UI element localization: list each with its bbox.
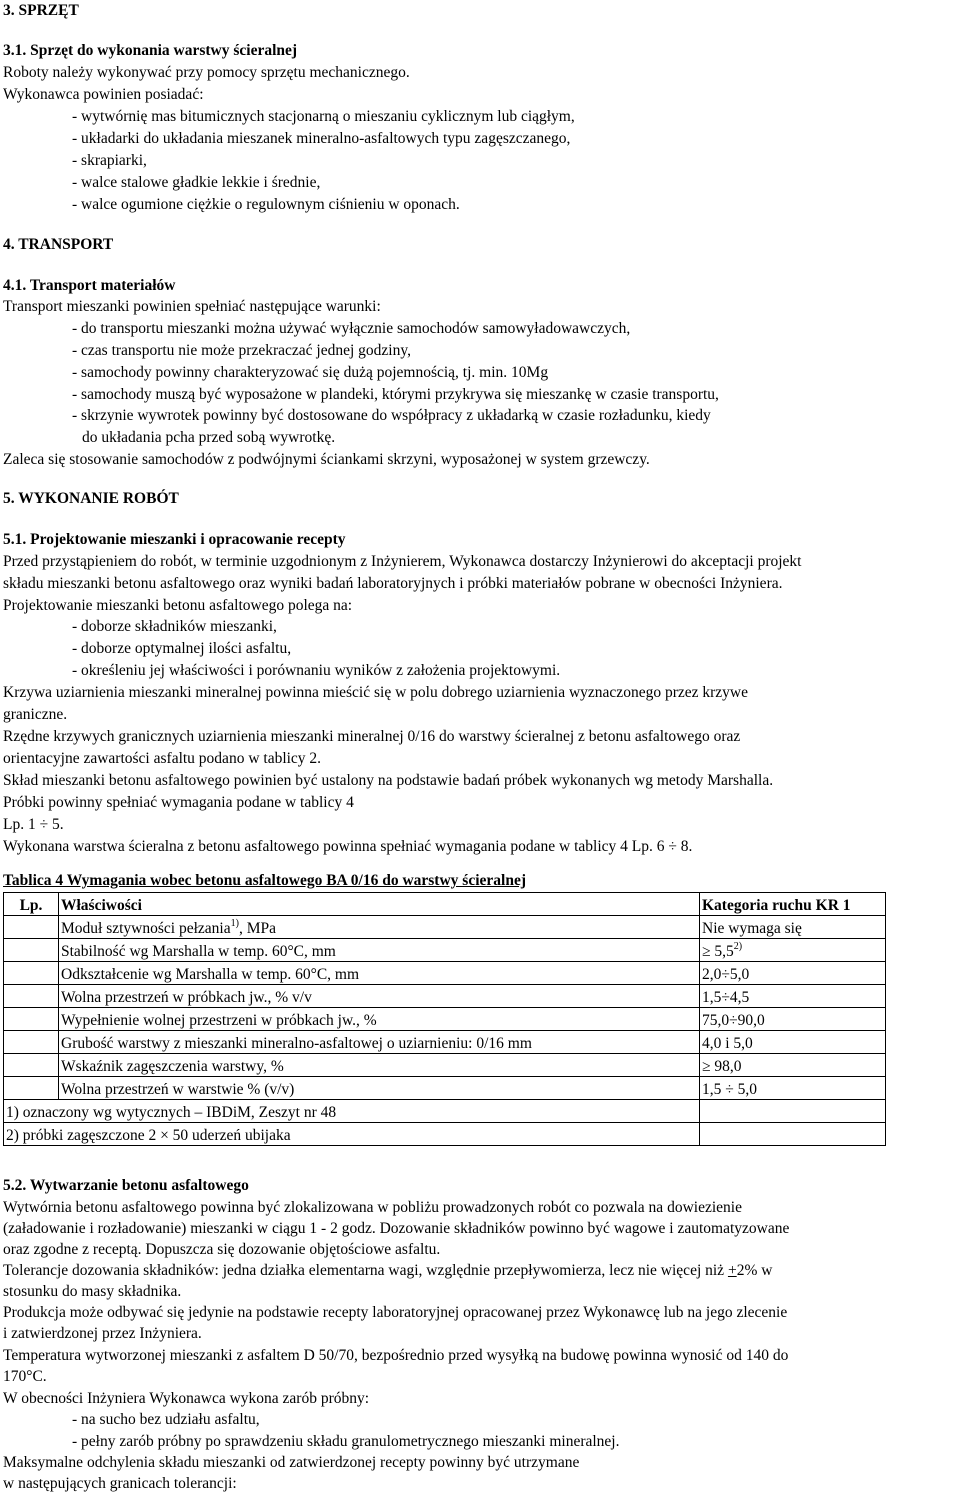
paragraph-line: Produkcja może odbywać się jedynie na podstawie recepty laboratoryjnej opracowanej przez Wykonawcę lub na jego zlecenie [3,1304,788,1321]
list-item: - samochody powinny charakteryzować się dużą pojemnością, tj. min. 10Mg [72,364,549,381]
table-row [4,1054,886,1077]
paragraph-line: oraz zgodne z receptą. Dopuszcza się dozowanie objętościowe asfaltu. [3,1241,441,1258]
list-item: - walce ogumione ciężkie o regulownym ciśnieniu w oponach. [72,196,460,213]
section-3-1-heading: 3.1. Sprzęt do wykonania warstwy ścieralnej [3,42,298,59]
paragraph-line: Maksymalne odchylenia składu mieszanki od zatwierdzonej recepty powinny być utrzymane [3,1454,580,1471]
paragraph-line [3,815,64,835]
paragraph-line: 170°C. [3,1368,47,1385]
table-row [4,939,886,962]
lp-text-end: 8. [676,838,693,855]
value-cell: 4,0 i 5,0 [700,1031,886,1054]
list-item: - doborze składników mieszanki, [72,618,277,635]
list-item: - skrapiarki, [72,152,147,169]
paragraph-line: składu mieszanki betonu asfaltowego oraz wyniki badań laboratoryjnych i próbki materiałów pobrane w obecności Inżyniera. [3,575,783,592]
lp-text-end: 5. [48,816,64,833]
table-header-row [4,893,886,916]
paragraph-line [3,837,692,857]
paragraph-line: Transport mieszanki powinien spełniać następujące warunki: [3,298,381,315]
table-row [4,1077,886,1100]
paragraph-line: Rzędne krzywych granicznych uziarnienia mieszanki mineralnej 0/16 do warstwy ścieralnej z betonu asfaltowego oraz [3,728,741,745]
list-item: - skrzynie wywrotek powinny być dostosowane do współpracy z układarką w czasie rozładunku, kiedy [72,407,711,424]
paragraph-line: orientacyjne zawartości asfaltu podano w tablicy 2. [3,750,322,767]
lp-text: Lp. 1 [3,816,40,833]
paragraph-line: Przed przystąpieniem do robót, w terminie uzgodnionym z Inżynierem, Wykonawca dostarczy Inżynierowi do akceptacji projekt [3,553,802,570]
value-cell: 75,0÷90,0 [700,1008,886,1031]
list-item: - doborze optymalnej ilości asfaltu, [72,640,292,657]
value-cell: ≥ 98,0 [700,1054,886,1077]
table-row [4,985,886,1008]
paragraph-line: i zatwierdzonej przez Inżyniera. [3,1325,202,1342]
paragraph-line: W obecności Inżyniera Wykonawca wykona zarób próbny: [3,1390,370,1407]
paragraph-line: Wykonawca powinien posiadać: [3,86,204,103]
section-5-2-heading: 5.2. Wytwarzanie betonu asfaltowego [3,1177,249,1194]
property-cell: Wypełnienie wolnej przestrzeni w próbkach jw., % [59,1008,700,1031]
table-row [4,962,886,985]
property-cell: Wskaźnik zagęszczenia warstwy, % [59,1054,700,1077]
header-lp: Lp. [4,893,59,916]
value-cell: ≥ $5,5^{2)}$ [700,939,886,962]
header-category: Kategoria ruchu KR 1 [700,893,886,916]
paragraph-line: Krzywa uziarnienia mieszanki mineralnej powinna mieścić się w polu dobrego uziarnienia wyznaczonego przez krzywe [3,684,748,701]
divide-symbol: ÷ [668,838,677,855]
table-row [4,1008,886,1031]
section-3-heading: 3. SPRZĘT [3,2,79,19]
property-cell: Moduł sztywności pełzania$^{1)}$, MPa [59,916,700,939]
paragraph-line: graniczne. [3,706,68,723]
list-item: - czas transportu nie może przekraczać jednej godziny, [72,342,411,359]
list-item: - walce stalowe gładkie lekkie i średnie, [72,174,321,191]
paragraph-line: Roboty należy wykonywać przy pomocy sprzętu mechanicznego. [3,64,410,81]
table-row [4,916,886,939]
value-cell: Nie wymaga się [700,916,886,939]
section-5-1-heading: 5.1. Projektowanie mieszanki i opracowanie recepty [3,531,346,548]
property-cell: Odkształcenie wg Marshalla w temp. 60°C, mm [59,962,700,985]
paragraph-line: Projektowanie mieszanki betonu asfaltowego polega na: [3,597,353,614]
list-item: - układarki do układania mieszanek mineralno-asfaltowych typu zagęszczanego, [72,130,571,147]
list-item: - wytwórnię mas bitumicznych stacjonarną o mieszaniu cyklicznym lub ciągłym, [72,108,575,125]
list-item: - na sucho bez udziału asfaltu, [72,1411,260,1428]
property-cell: Grubość warstwy z mieszanki mineralno-asfaltowej o uziarnieniu: 0/16 mm [59,1031,700,1054]
list-item: - pełny zarób próbny po sprawdzeniu składu granulometrycznego mieszanki mineralnej. [72,1433,620,1450]
paragraph-line: w następujących granicach tolerancji: [3,1475,237,1492]
property-cell: Wolna przestrzeń w próbkach jw., % v/v [59,985,700,1008]
table-row [4,1031,886,1054]
table-note: 1) oznaczony wg wytycznych – IBDiM, Zeszyt nr 48 [4,1100,700,1123]
property-cell: Stabilność wg Marshalla w temp. 60°C, mm [59,939,700,962]
requirements-table [3,892,886,1146]
list-item: - określeniu jej właściwości i porównaniu wyników z założenia projektowymi. [72,662,561,679]
value-cell: 2,0÷5,0 [700,962,886,985]
divide-symbol: ÷ [39,816,49,833]
paragraph-line: (załadowanie i rozładowanie) mieszanki w ciągu 1 - 2 godz. Dozowanie składników powinno być wagowe i zautomatyzowane [3,1220,790,1237]
paragraph-line: Zaleca się stosowanie samochodów z podwójnymi ściankami skrzyni, wyposażonej w system grzewczy. [3,451,650,468]
value-cell: 1,5÷4,5 [700,985,886,1008]
plus-minus-symbol: + [727,1262,737,1279]
table-note-row [4,1100,886,1123]
header-properties: Właściwości [59,893,700,916]
property-cell: Wolna przestrzeń w warstwie % (v/v) [59,1077,700,1100]
paragraph-line: Skład mieszanki betonu asfaltowego powinien być ustalony na podstawie badań próbek wykonanych wg metody Marshalla. [3,772,774,789]
table-caption: Tablica 4 Wymagania wobec betonu asfaltowego BA 0/16 do warstwy ścieralnej [3,872,526,889]
table-note: 2) próbki zagęszczone 2 × 50 uderzeń ubijaka [4,1123,700,1146]
value-cell: 1,5 ÷ 5,0 [700,1077,886,1100]
list-item: - do transportu mieszanki można używać wyłącznie samochodów samowyładowawczych, [72,320,631,337]
paragraph-line: Wytwórnia betonu asfaltowego powinna być zlokalizowana w pobliżu prowadzonych robót co pozwala na dowiezienie [3,1199,742,1216]
lp-text: Wykonana warstwa ścieralna z betonu asfaltowego powinna spełniać wymagania podane w tablicy 4 Lp. 6 [3,838,669,855]
paragraph-line: Tolerancje dozowania składników: jedna działka elementarna wagi, względnie przepływomierza, lecz nie więcej niż +2% w [3,1262,773,1279]
list-item: - samochody muszą być wyposażone w plandeki, którymi przykrywa się mieszankę w czasie transportu, [72,386,719,403]
paragraph-line: Temperatura wytworzonej mieszanki z asfaltem D 50/70, bezpośrednio przed wysyłką na budowę powinna wynosić od 140 do [3,1347,789,1364]
section-4-heading: 4. TRANSPORT [3,236,114,253]
paragraph-line: stosunku do masy składnika. [3,1283,182,1300]
section-4-1-heading: 4.1. Transport materiałów [3,277,176,294]
table-note-row [4,1123,886,1146]
section-5-heading: 5. WYKONANIE ROBÓT [3,490,179,507]
paragraph-line: Próbki powinny spełniać wymagania podane w tablicy 4 [3,794,354,811]
list-item-continuation: do układania pcha przed sobą wywrotkę. [82,429,336,446]
